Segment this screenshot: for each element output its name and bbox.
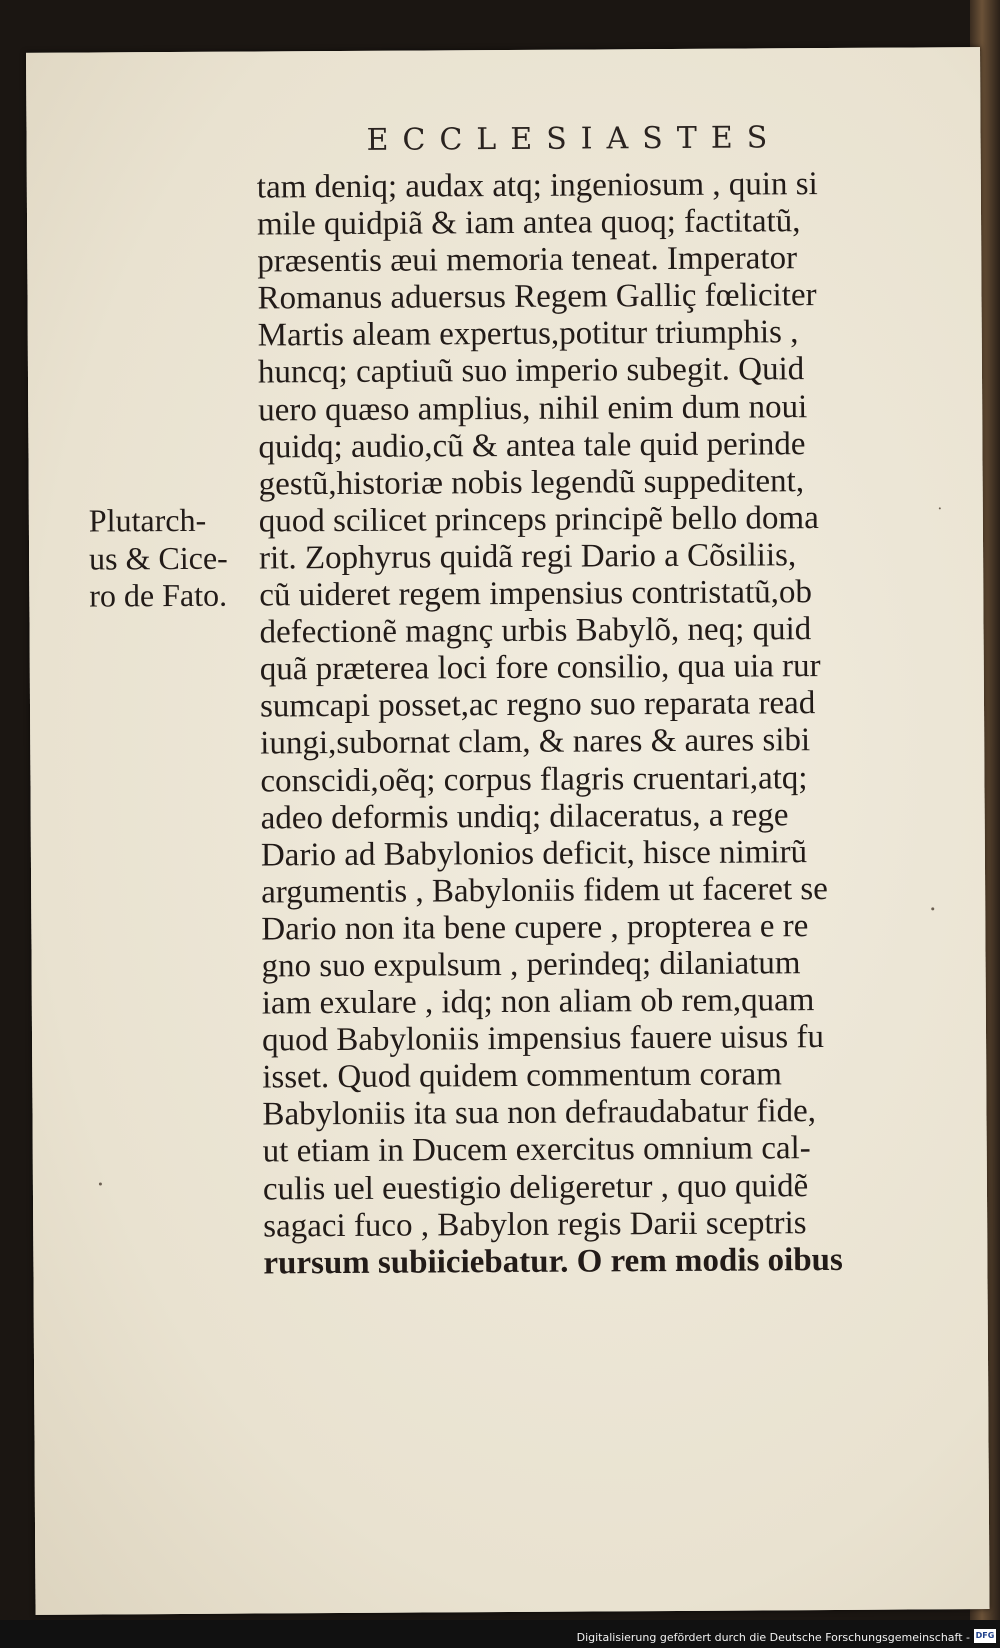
text-line: uero quæso amplius, nihil enim dum noui — [258, 388, 808, 429]
text-line: Dario ad Babylonios deficit, hisce nimirũ — [260, 833, 808, 874]
text-line: quidq; audio,cũ & antea tale quid perinde — [258, 425, 806, 466]
text-line: sagaci fuco , Babylon regis Darii sceptris — [263, 1204, 807, 1245]
text-line: quã præterea loci fore consilio, qua uia rur — [259, 648, 821, 688]
marginal-note — [89, 501, 280, 615]
text-line: quod Babyloniis impensius fauere uisus fu — [261, 1019, 825, 1059]
body-text — [257, 165, 964, 1282]
funding-credit: Digitalisierung gefördert durch die Deutsche Forschungsgemeinschaft - — [576, 1631, 970, 1644]
text-line: præsentis æui memoria teneat. Imperator — [257, 240, 798, 280]
text-line: cũ uideret regem impensius contristatũ,ob — [259, 574, 813, 614]
text-line: defectionẽ magnç urbis Babylõ, neq; quid — [259, 611, 812, 651]
text-line: quod scilicet princeps principẽ bello doma — [258, 499, 819, 540]
text-line: iungi,subornat clam, & nares & aures sibi — [260, 722, 811, 762]
text-line: tam deniq; audax atq; ingeniosum , quin si — [256, 166, 818, 206]
text-line: adeo deformis undiq; dilaceratus, a rege — [260, 796, 789, 837]
text-line: Dario non ita bene cupere , propterea e re — [261, 908, 809, 948]
text-line: culis uel euestigio deligeretur , quo quidẽ — [262, 1167, 809, 1208]
paper-speck — [99, 1182, 102, 1185]
book-page — [26, 47, 990, 1615]
text-line: huncq; captiuũ suo imperio subegit. Quid — [257, 351, 805, 391]
running-head: ECCLESIASTES — [366, 120, 782, 158]
margin-note-line: us & Cice- — [88, 539, 228, 577]
text-line: gestũ,historiæ nobis legendũ suppeditent, — [258, 462, 805, 503]
text-line: conscidi,oẽq; corpus flagris cruentari,atq; — [260, 759, 808, 799]
text-line: mile quidpiã & iam antea quoq; factitatũ, — [256, 203, 801, 243]
text-line: Babyloniis ita sua non defraudabatur fide, — [262, 1093, 817, 1133]
footer-bar — [0, 1620, 1000, 1648]
text-line: iam exulare , idq; non aliam ob rem,quam — [261, 982, 815, 1022]
text-line: isset. Quod quidem commentum coram — [262, 1056, 783, 1096]
text-line: ut etiam in Ducem exercitus omnium cal- — [262, 1130, 811, 1170]
text-line: rursum subiiciebatur. O rem modis oibus — [263, 1241, 843, 1282]
paper-speck — [931, 907, 934, 910]
margin-note-line: Plutarch- — [88, 501, 207, 539]
dfg-logo-icon: DFG — [974, 1629, 996, 1643]
text-line: argumentis , Babyloniis fidem ut faceret se — [261, 870, 828, 911]
text-line: Martis aleam expertus,potitur triumphis , — [257, 314, 799, 354]
text-line: gno suo expulsum , perindeq; dilaniatum — [261, 945, 801, 985]
text-line: rit. Zophyrus quidã regi Dario a Cõsiliis, — [258, 537, 797, 577]
margin-note-line: ro de Fato. — [89, 576, 228, 614]
text-line: Romanus aduersus Regem Galliç fœliciter — [257, 277, 817, 317]
text-line: sumcapi posset,ac regno suo reparata read — [259, 685, 816, 725]
paper-speck — [939, 507, 941, 509]
